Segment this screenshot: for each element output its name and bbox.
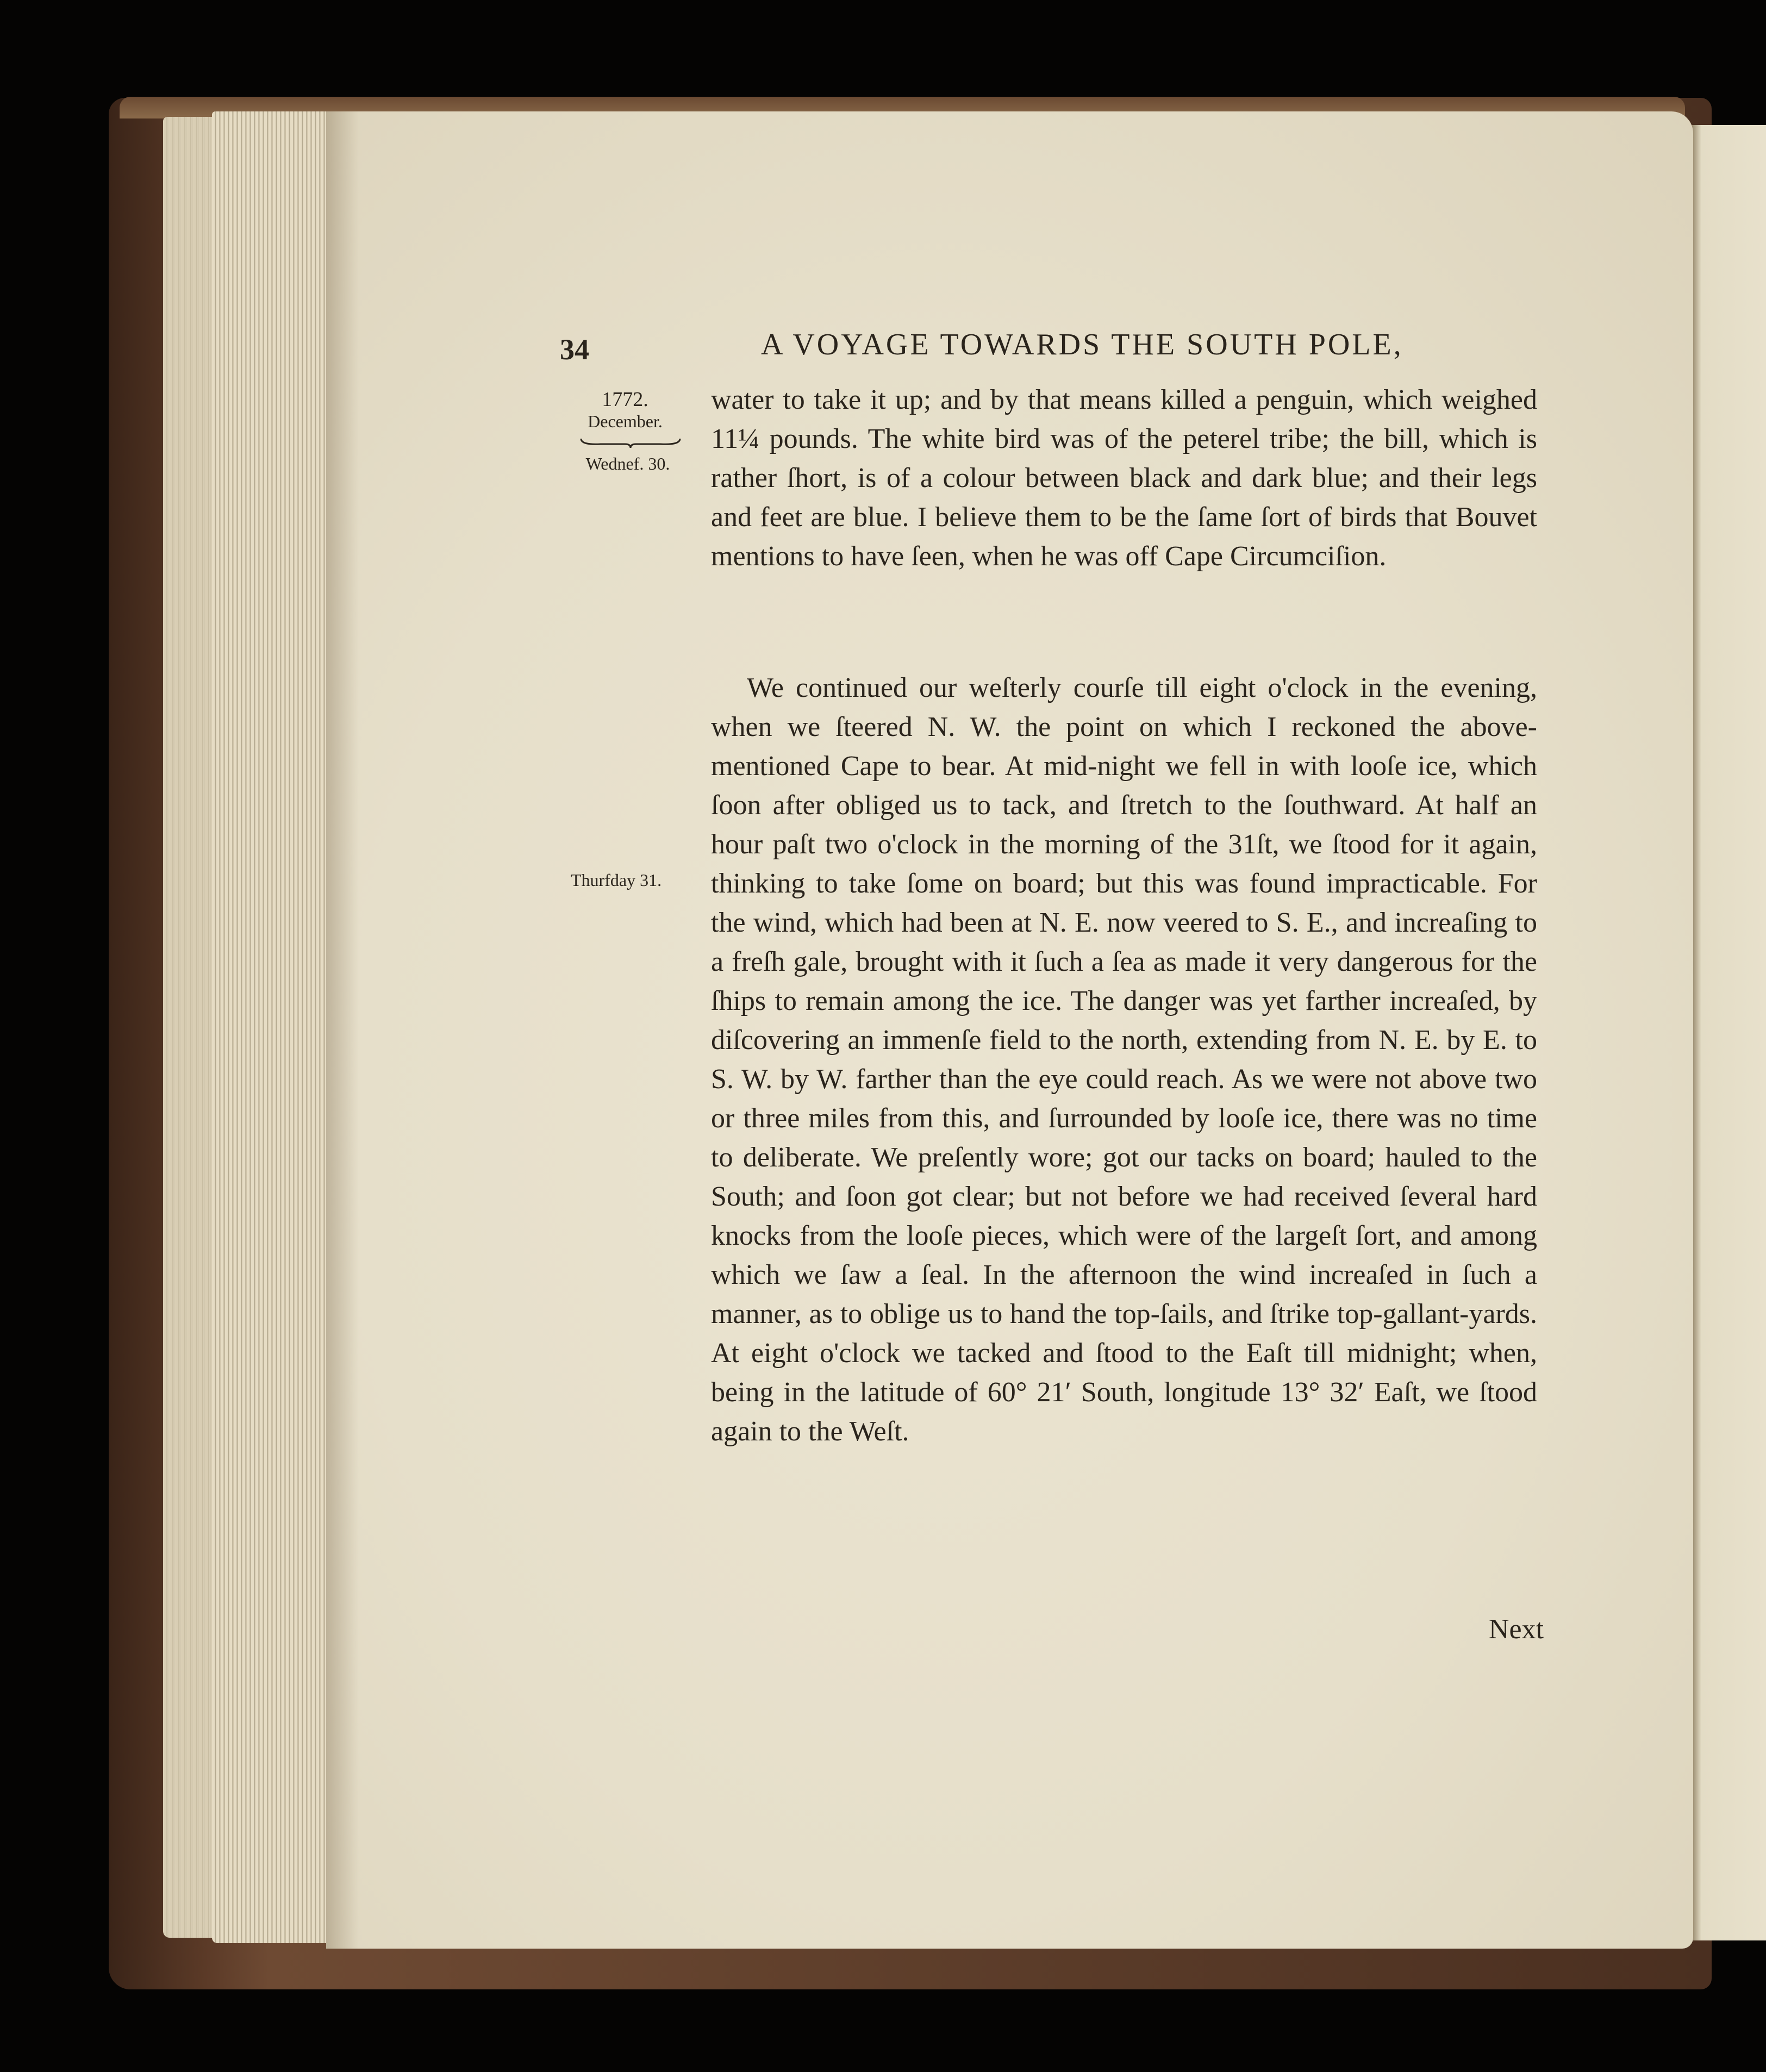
body-paragraph-2: We continued our weſterly courſe till eight o'clock in the evening, when we ſteered N. W. the point on which I reckoned the above-mentioned Cape to bear. At mid-night we fell in with looſe ice, which ſoon after obliged us to tack, and ſtretch to the ſouthward. At half an hour paſt two o'clock in the morning of the 31ſt, we ſtood for it again, thinking to take ſome on board; but this was found impracticable. For the wind, which had been at N. E. now veered to S. E., and increaſing to a freſh gale, brought with it ſuch a ſea as made it very dangerous for the ſhips to remain among the ice. The danger was yet farther increaſed, by diſcovering an immenſe field to the north, extending from N. E. by E. to S. W. by W. farther than the eye could reach. As we were not above two or three miles from this, and ſurrounded by looſe ice, there was no time to deliberate. We preſently wore; got our tacks on board; hauled to the South; and ſoon got clear; but not before we had received ſeveral hard knocks from the looſe pieces, which were of the largeſt ſort, and among which we ſaw a ſeal. In the afternoon the wind increaſed in ſuch a manner, as to oblige us to hand the top-ſails, and ſtrike top-gallant-yards. At eight o'clock we tacked and ſtood to the Eaſt till midnight; when, being in the latitude of 60° 21′ South, longitude 13° 32′ Eaſt, we ſtood again to the Weſt. (711, 672, 1537, 1447)
facing-page (1690, 125, 1766, 1940)
body-paragraph-1: water to take it up; and by that means killed a penguin, which weighed 11¼ pounds. The white bird was of the peterel tribe; the bill, which is rather ſhort, is of a colour between black and dark blue; and their legs and feet are blue. I believe them to be the ſame ſort of birds that Bouvet mentions to have ſeen, when he was off Cape Circumciſion. (711, 384, 1537, 572)
running-head: A VOYAGE TOWARDS THE SOUTH POLE, (761, 328, 1403, 361)
page-edges-inner (212, 111, 337, 1943)
margin-month: December. (588, 411, 663, 431)
margin-year: 1772. (602, 388, 648, 411)
margin-date-wednesday: Wednef. 30. (585, 454, 670, 473)
gutter-shadow (326, 111, 359, 1949)
margin-date-thursday: Thurfday 31. (571, 870, 662, 890)
catchword: Next (1488, 1614, 1544, 1645)
page-number: 34 (560, 333, 589, 366)
brace-icon (579, 438, 682, 448)
